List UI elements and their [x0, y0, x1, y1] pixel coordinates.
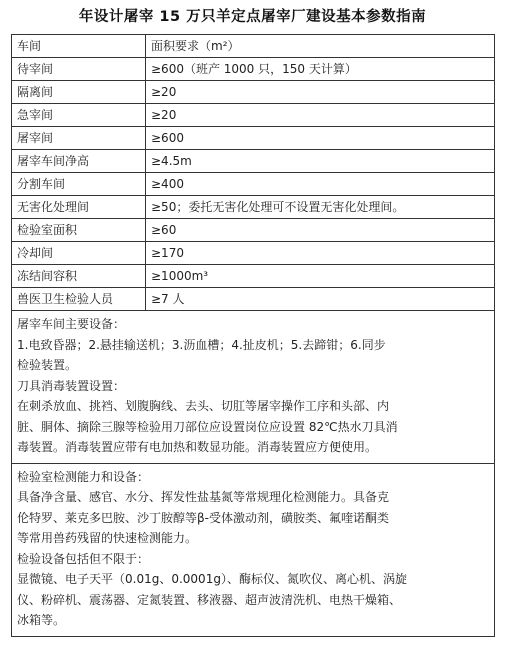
lab-capability-line: 具备净含量、感官、水分、挥发性盐基氮等常规理化检测能力。具备克 — [17, 490, 390, 504]
knife-disinfection-line: 在刺杀放血、挑裆、划腹胸线、去头、切肛等屠宰操作工序和头部、内 — [17, 399, 390, 413]
table-cell-value: ≥600（班产 1000 只，150 天计算） — [146, 58, 495, 81]
lab-block-row — [12, 463, 495, 636]
knife-disinfection-heading: 刀具消毒装置设置： — [17, 378, 126, 393]
table-row — [12, 127, 495, 150]
knife-disinfection-line: 脏、胴体、摘除三腺等检验用刀部位应设置岗位应设置 82℃热水刀具消 — [17, 419, 398, 434]
lab-heading: 检验室检测能力和设备： — [17, 469, 150, 484]
table-cell-label: 屠宰间 — [12, 127, 146, 150]
table-cell-value: ≥20 — [146, 104, 495, 127]
lab-block — [12, 463, 495, 636]
table-cell-label: 隔离间 — [12, 81, 146, 104]
table-cell-label: 屠宰车间净高 — [12, 150, 146, 173]
table-cell-label: 兽医卫生检验人员 — [12, 288, 146, 311]
table-cell-label: 冷却间 — [12, 242, 146, 265]
table-cell-value: ≥4.5m — [146, 150, 495, 173]
table-cell-value: ≥7 人 — [146, 288, 495, 311]
table-row — [12, 219, 495, 242]
lab-equipment-line: 显微镜、电子天平（0.01g、0.0001g）、酶标仪、氮吹仪、离心机、涡旋 — [17, 572, 407, 586]
table-cell-value: ≥600 — [146, 127, 495, 150]
table-cell-value: 面积要求（m²） — [146, 35, 495, 58]
equipment-block-row — [12, 311, 495, 464]
table-row — [12, 150, 495, 173]
table-cell-value: ≥20 — [146, 81, 495, 104]
equipment-heading: 屠宰车间主要设备： — [17, 317, 126, 331]
table-cell-value: ≥60 — [146, 219, 495, 242]
table-header-row — [12, 35, 495, 58]
table-row — [12, 104, 495, 127]
knife-disinfection-line: 毒装置。消毒装置应带有电加热和数显功能。消毒装置应方便使用。 — [17, 440, 378, 454]
table-row — [12, 81, 495, 104]
table-cell-label: 冻结间容积 — [12, 265, 146, 288]
table-cell-label: 无害化处理间 — [12, 196, 146, 219]
table-cell-value: ≥50；委托无害化处理可不设置无害化处理间。 — [146, 196, 495, 219]
equipment-block — [12, 311, 495, 464]
table-row — [12, 288, 495, 311]
table-row — [12, 58, 495, 81]
table-cell-label: 待宰间 — [12, 58, 146, 81]
table-cell-label: 分割车间 — [12, 173, 146, 196]
lab-equipment-line: 仪、粉碎机、震荡器、定氮装置、移液器、超声波清洗机、电热干燥箱、 — [17, 592, 402, 607]
equipment-list-line: 检验装置。 — [17, 358, 78, 372]
table-cell-value: ≥400 — [146, 173, 495, 196]
lab-capability-line: 等常用兽药残留的快速检测能力。 — [17, 531, 198, 545]
lab-capability-line: 伦特罗、莱克多巴胺、沙丁胺醇等β-受体激动剂，磺胺类、氟喹诺酮类 — [17, 510, 389, 525]
table-row — [12, 242, 495, 265]
table-row — [12, 173, 495, 196]
lab-equipment-heading: 检验设备包括但不限于： — [17, 551, 150, 566]
table-row — [12, 265, 495, 288]
table-cell-label: 车间 — [12, 35, 146, 58]
table-cell-label: 检验室面积 — [12, 219, 146, 242]
table-cell-value: ≥1000m³ — [146, 265, 495, 288]
table-cell-label: 急宰间 — [12, 104, 146, 127]
equipment-list-line: 1.电致昏器；2.悬挂输送机；3.沥血槽；4.扯皮机；5.去蹄钳；6.同步 — [17, 337, 386, 352]
parameter-table — [11, 34, 495, 637]
table-cell-value: ≥170 — [146, 242, 495, 265]
page-title: 年设计屠宰 15 万只羊定点屠宰厂建设基本参数指南 — [78, 9, 427, 25]
table-row — [12, 196, 495, 219]
lab-equipment-line: 冰箱等。 — [17, 613, 66, 627]
